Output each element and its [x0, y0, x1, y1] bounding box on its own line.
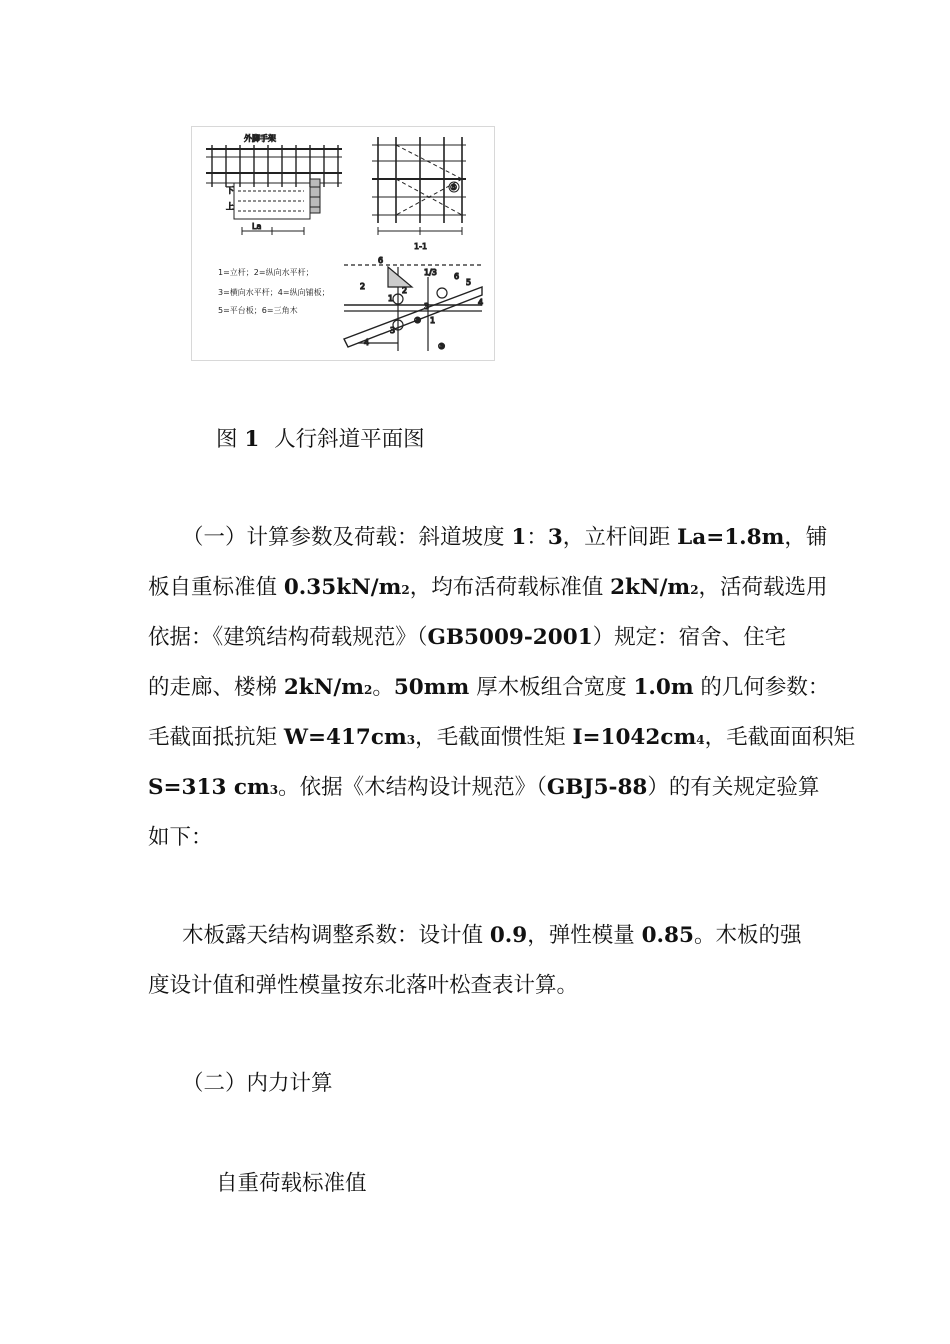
- fig-num-4b: 4: [478, 298, 484, 307]
- text-run: 度设计值和弹性模量按东北落叶松查表计算。: [148, 973, 579, 998]
- text-run: 50mm: [393, 675, 470, 700]
- text-run: 3: [406, 733, 416, 747]
- para1-line-3: [148, 613, 808, 663]
- text-run: 2: [363, 683, 373, 697]
- subheading-text: 自重荷载标准值: [216, 1171, 367, 1196]
- text-run: 毛截面抵抗矩: [148, 725, 284, 750]
- text-run: ，铺: [784, 525, 828, 550]
- text-run: 0.85: [641, 923, 694, 948]
- paragraph-adjustment: [148, 911, 808, 1011]
- para2-line-1: [148, 911, 808, 961]
- text-run: La=1.8m: [677, 525, 785, 550]
- text-run: ，活荷载选用: [698, 575, 828, 600]
- ramp-drawing: [192, 127, 494, 360]
- fig-top-label: 外脚手架: [244, 134, 276, 143]
- text-run: ）的有关规定验算: [647, 775, 820, 800]
- text-run: 厚木板组合宽度: [469, 675, 634, 700]
- section-heading-internal-force: [148, 1059, 808, 1109]
- text-run: 的走廊、楼梯: [148, 675, 284, 700]
- text-run: GB5009-2001: [427, 625, 593, 650]
- fig-num-4a: 4: [364, 338, 370, 347]
- text-run: 木板露天结构调整系数：设计值: [182, 923, 490, 948]
- para1-line-4: [148, 663, 830, 713]
- caption-text: 人行斜道平面图: [274, 427, 425, 452]
- text-run: 板自重标准值: [148, 575, 284, 600]
- fig-num-6b: 6: [454, 272, 460, 281]
- fig-dim-mark: La: [252, 222, 262, 231]
- fig-circle-mark-2: ③: [414, 316, 422, 325]
- text-run: 的几何参数：: [693, 675, 830, 700]
- text-run: 依据：《建筑结构荷载规范》（: [148, 625, 428, 650]
- text-run: 0.9: [489, 923, 528, 948]
- text-run: ，立杆间距: [562, 525, 678, 550]
- caption-number: 1: [244, 427, 260, 452]
- text-run: ，毛截面惯性矩: [415, 725, 573, 750]
- text-run: 2kN/m: [283, 675, 364, 700]
- fig-num-2b: 2: [402, 286, 408, 295]
- fig-section-label: 1-1: [414, 242, 428, 251]
- fig-num-3a: 3: [390, 326, 396, 335]
- text-run: 1: [511, 525, 527, 550]
- paragraph-params: [148, 513, 856, 863]
- text-run: GBJ5-88: [546, 775, 648, 800]
- text-run: 。: [372, 675, 394, 700]
- text-run: 。木板的强: [693, 923, 802, 948]
- text-run: 3: [547, 525, 563, 550]
- text-run: 0.35kN/m: [283, 575, 402, 600]
- text-run: （一）计算参数及荷载：斜道坡度: [182, 525, 512, 550]
- fig-legend-2: 3=横向水平杆；4=纵向铺板；: [218, 288, 330, 297]
- text-run: 4: [696, 733, 705, 747]
- para1-line-6: [148, 763, 820, 813]
- fig-up-mark: 上: [226, 202, 234, 211]
- para1-line-5: [148, 713, 856, 763]
- figure-caption: [148, 415, 808, 465]
- text-run: S=313 cm: [148, 775, 270, 800]
- text-run: 如下：: [148, 825, 213, 850]
- caption-prefix: 图: [216, 427, 238, 452]
- fig-down-mark: 下: [226, 186, 234, 195]
- fig-ratio-mark: 1/3: [424, 268, 437, 277]
- para2-line-2: [148, 961, 808, 1011]
- fig-num-1b: 1: [430, 316, 436, 325]
- text-run: 2: [690, 583, 699, 597]
- text-run: 3: [269, 783, 279, 797]
- text-run: ，均布活荷载标准值: [409, 575, 611, 600]
- subheading-self-weight: [148, 1159, 808, 1209]
- text-run: 2: [401, 583, 410, 597]
- text-run: 2kN/m: [610, 575, 691, 600]
- fig-circle-mark-3: ③: [438, 342, 446, 351]
- ramp-plan-figure: [191, 126, 495, 361]
- text-run: ：: [526, 525, 548, 550]
- text-run: 。依据《木结构设计规范》（: [278, 775, 547, 800]
- fig-num-6a: 6: [378, 256, 384, 265]
- fig-num-1a: 1: [388, 294, 394, 303]
- text-run: I=1042cm: [572, 725, 697, 750]
- text-run: ，毛截面面积矩: [704, 725, 856, 750]
- fig-num-3b: 3: [424, 302, 430, 311]
- heading-text: （二）内力计算: [182, 1071, 333, 1096]
- text-run: ）规定：宿舍、住宅: [592, 625, 787, 650]
- para1-line-7: [148, 813, 808, 863]
- fig-legend-1: 1=立杆；2=纵向水平杆；: [218, 268, 314, 277]
- fig-num-5a: 5: [466, 278, 472, 287]
- text-run: W=417cm: [283, 725, 407, 750]
- text-run: 1.0m: [633, 675, 694, 700]
- fig-circle-mark-1: ⑤: [450, 183, 458, 192]
- text-run: ，弹性模量: [527, 923, 642, 948]
- fig-num-2a: 2: [360, 282, 366, 291]
- para1-line-1: [148, 513, 828, 563]
- fig-legend-3: 5=平台板；6=三角木: [218, 306, 298, 315]
- para1-line-2: [148, 563, 828, 613]
